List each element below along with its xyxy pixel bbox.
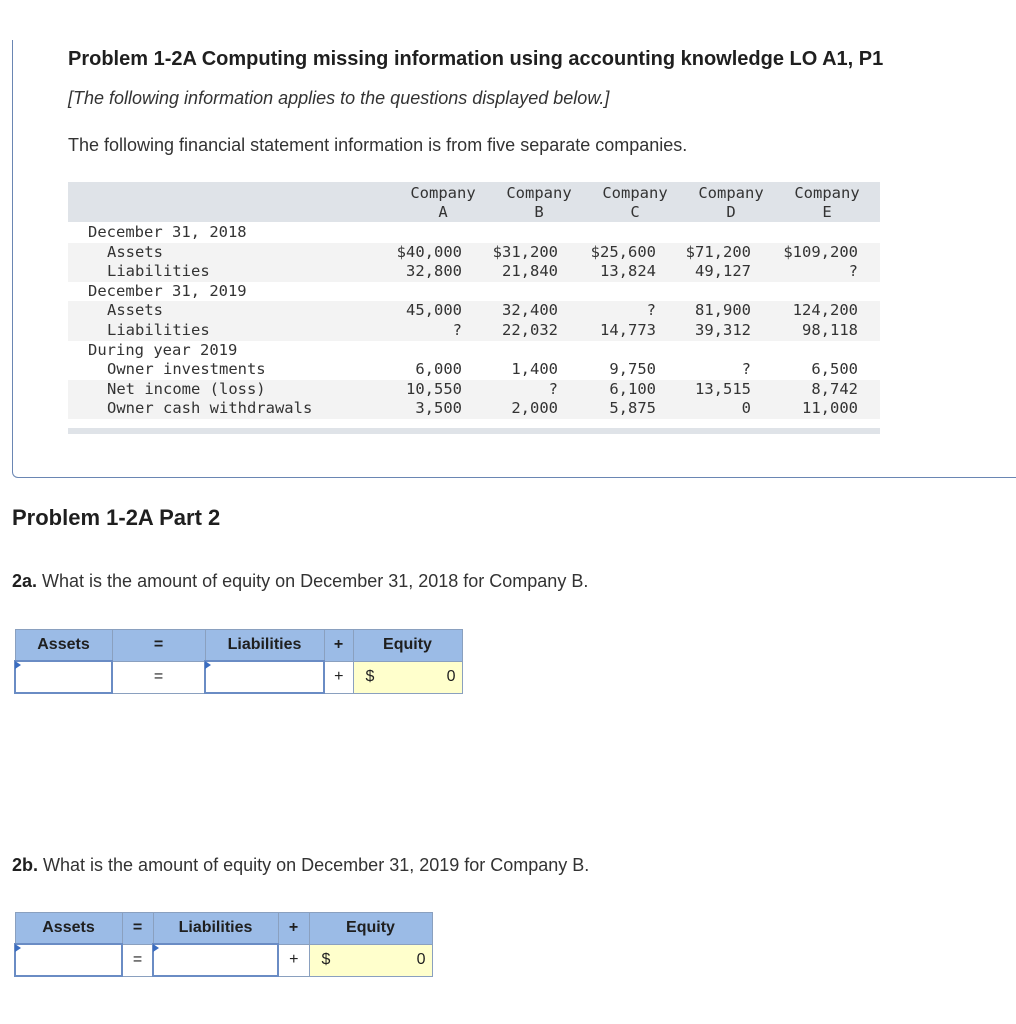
table-cell: 14,773 [600,321,656,339]
part-title: Problem 1-2A Part 2 [12,505,221,530]
assets-input-2a[interactable] [15,661,112,693]
table-cell: 10,550 [406,379,462,398]
table-cell: 3,500 [415,399,462,418]
table-cell: 2,000 [511,399,558,418]
col-header-d: Company D [698,184,764,221]
table-row [68,360,880,380]
plus-sign: + [278,944,309,976]
plus-header: + [324,630,353,662]
row-label: Liabilities [107,262,210,281]
table-cell: 81,900 [695,301,751,320]
table-row [68,399,880,419]
row-label: Assets [107,242,163,261]
equity-output-2a: $ 0 [353,661,462,693]
row-label: December 31, 2018 [88,223,247,241]
liabilities-header: Liabilities [205,630,324,662]
equity-header: Equity [309,913,432,945]
table-cell: ? [741,360,751,379]
table-row [68,282,880,302]
equals-sign: = [122,944,153,976]
equation-table-2b [14,912,433,977]
table-cell: 13,515 [695,379,751,398]
problem-title: Problem 1-2A Computing missing information using accounting knowledge LO A1, P1 [68,48,884,70]
row-label: December 31, 2019 [88,281,247,300]
plus-sign: + [324,661,353,693]
intro-text: The following financial statement information is from five separate companies. [68,135,688,155]
table-cell: 49,127 [695,262,751,281]
table-cell: 11,000 [802,399,858,418]
assets-header: Assets [15,630,112,662]
row-label: Net income (loss) [107,379,266,398]
table-cell: $25,600 [590,242,656,261]
table-row [68,321,880,341]
table-row [68,301,880,321]
equity-output-2b: $ 0 [309,944,432,976]
table-footer-bar [68,428,880,434]
table-cell: 1,400 [511,360,558,379]
table-cell: $109,200 [783,242,858,261]
row-label: Liabilities [107,321,210,339]
table-cell: 0 [741,399,751,418]
table-header [68,182,880,222]
row-label: During year 2019 [88,340,238,359]
assets-header: Assets [15,913,122,945]
table-cell: 124,200 [792,301,858,320]
assets-input-2b[interactable] [15,944,122,976]
table-row [68,262,880,282]
liabilities-header: Liabilities [153,913,278,945]
table-cell: 45,000 [406,301,462,320]
table-cell: 6,000 [415,360,462,379]
table-row [68,243,880,263]
row-label: Assets [107,301,163,320]
col-header-c: Company C [602,184,668,221]
col-header-b: Company B [506,184,572,221]
table-cell: ? [646,301,656,320]
table-cell: 32,400 [502,301,558,320]
equation-table-2a [14,629,463,694]
liabilities-input-2a[interactable] [205,661,324,693]
table-cell: 98,118 [802,321,858,339]
table-cell: 6,500 [811,360,858,379]
row-label: Owner cash withdrawals [107,399,313,418]
table-cell: $40,000 [396,242,462,261]
table-cell: 9,750 [609,360,656,379]
info-note: [The following information applies to the questions displayed below.] [68,88,610,108]
equals-header: = [122,913,153,945]
table-cell: $71,200 [685,242,751,261]
table-cell: ? [848,262,858,281]
table-cell: $31,200 [492,242,558,261]
table-row [68,223,880,243]
equals-header: = [112,630,205,662]
equity-header: Equity [353,630,462,662]
question-2b: 2b. What is the amount of equity on December 31, 2019 for Company B. [12,855,590,875]
table-cell: 8,742 [811,379,858,398]
table-cell: 13,824 [600,262,656,281]
row-label: Owner investments [107,360,266,379]
equals-sign: = [112,661,205,693]
table-cell: ? [548,379,558,398]
table-cell: 5,875 [609,399,656,418]
table-row [68,380,880,400]
table-cell: 32,800 [406,262,462,281]
table-cell: 6,100 [609,379,656,398]
table-cell: 21,840 [502,262,558,281]
table-cell: ? [452,321,462,339]
table-cell: 22,032 [502,321,558,339]
table-cell: 39,312 [695,321,751,339]
question-2a: 2a. What is the amount of equity on December 31, 2018 for Company B. [12,571,589,591]
table-row [68,341,880,361]
liabilities-input-2b[interactable] [153,944,278,976]
col-header-e: Company E [794,184,860,221]
plus-header: + [278,913,309,945]
col-header-a: Company A [410,184,476,221]
